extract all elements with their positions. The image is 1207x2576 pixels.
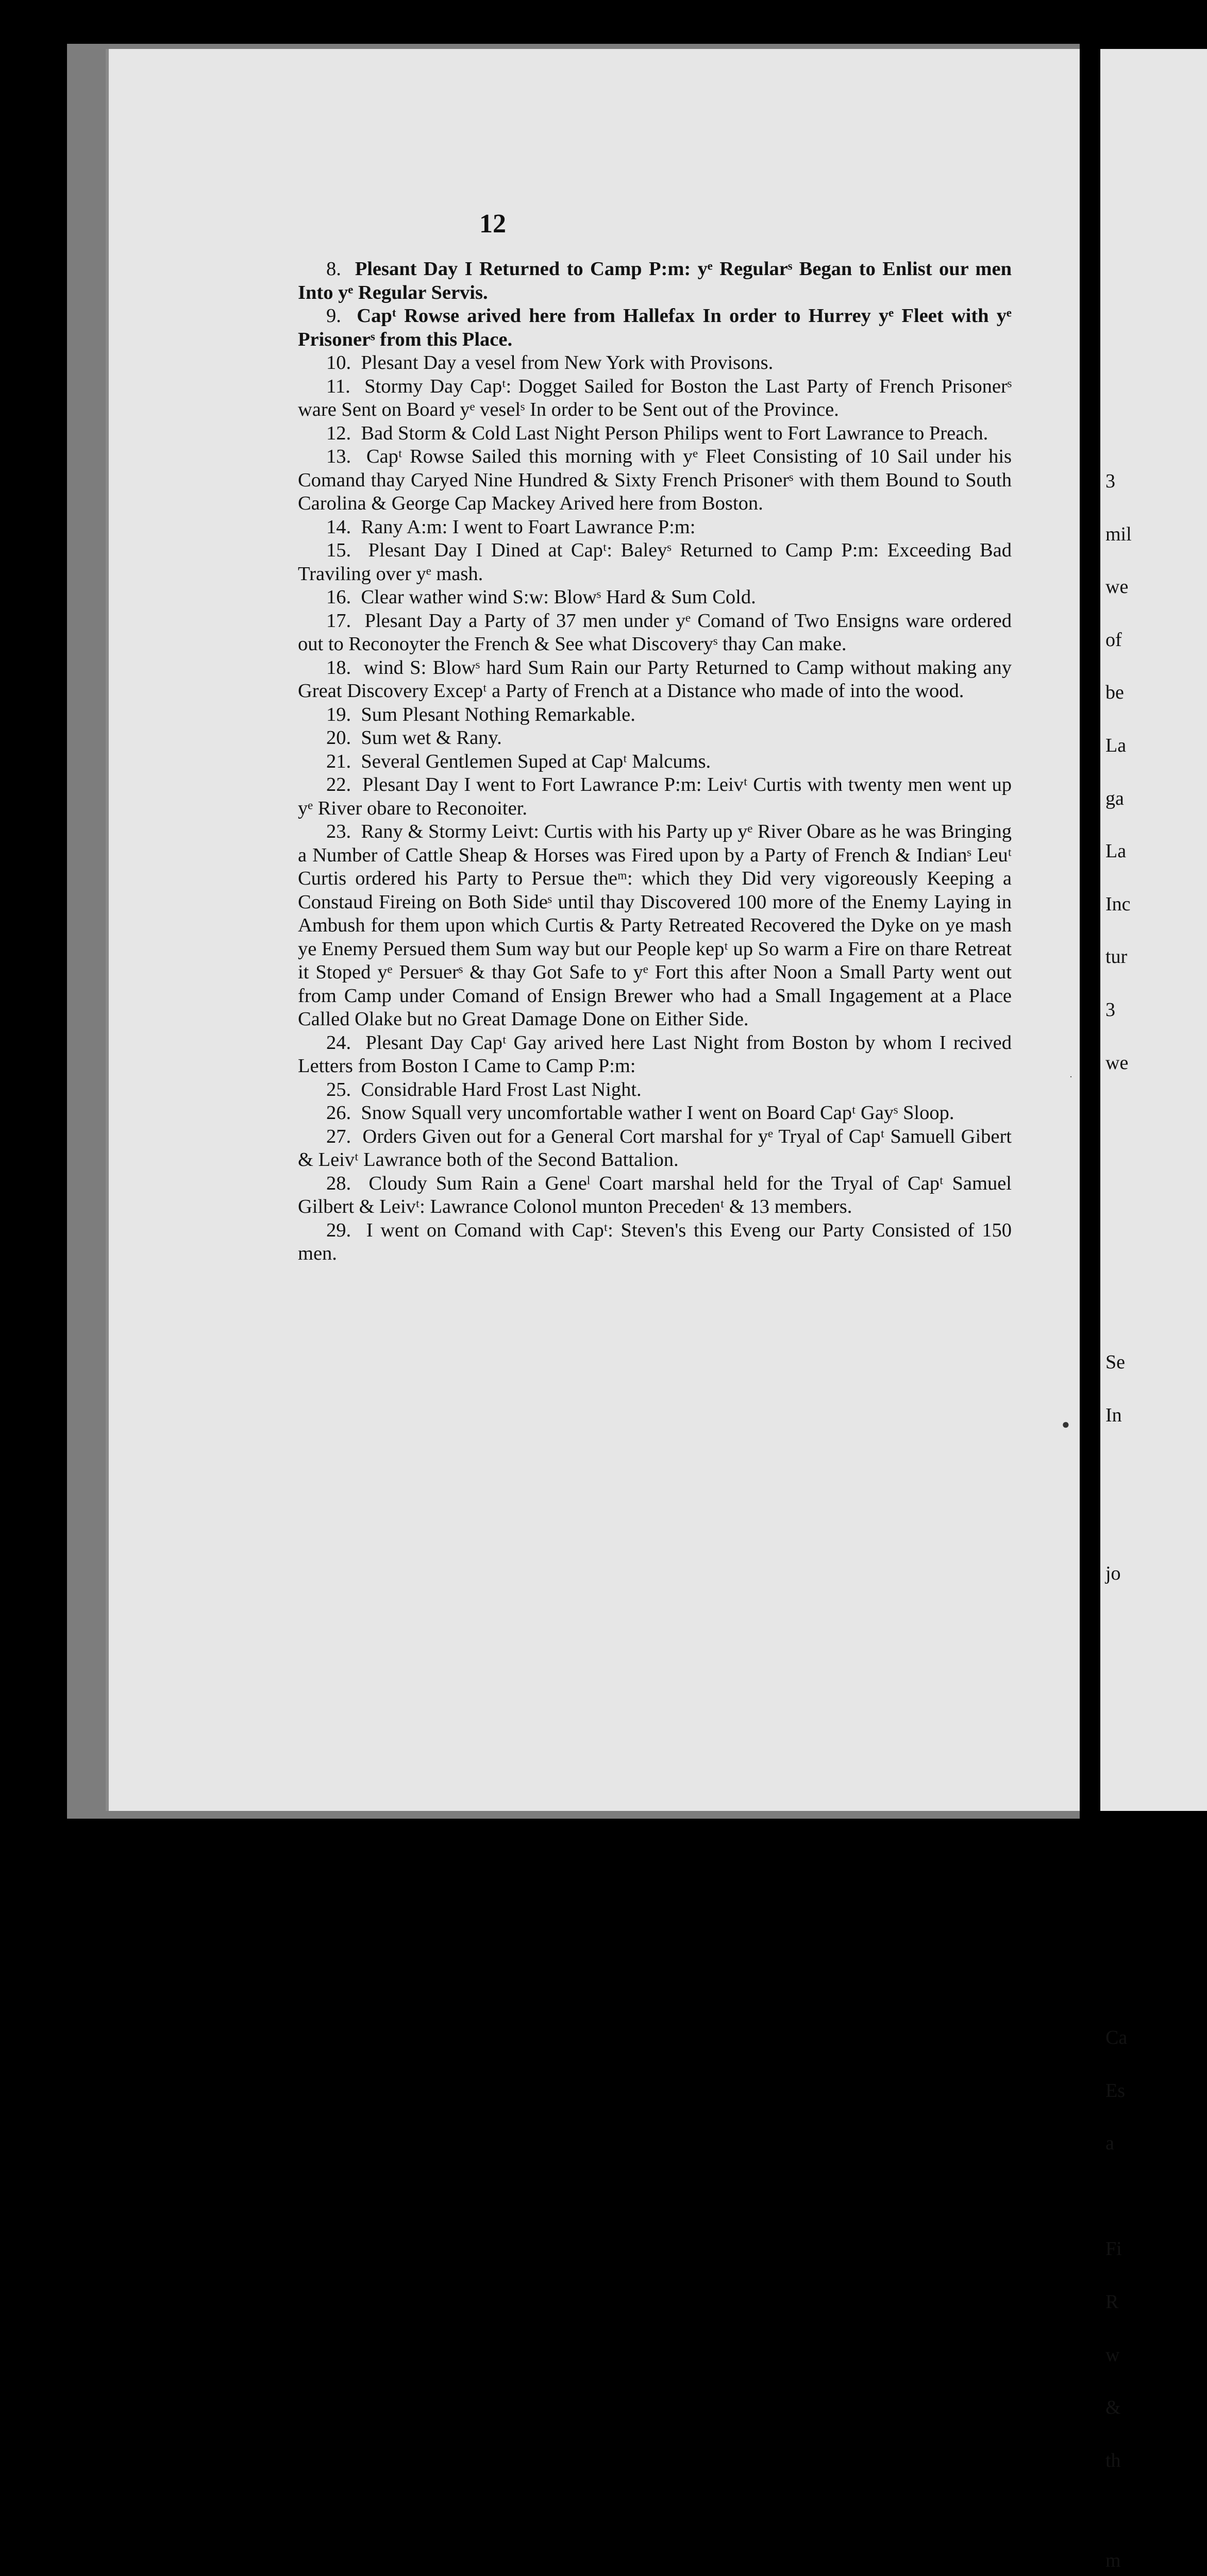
entry-text: Several Gentlemen Suped at Capᵗ Malcums. [361,750,711,772]
adjacent-page-text-fragment: Fi [1105,2238,1122,2260]
entry-day-number: 28. [326,1172,369,1194]
entry-day-number: 26. [326,1102,361,1124]
entry-day-number: 27. [326,1125,363,1147]
adjacent-page-text-fragment: 3 [1105,470,1115,492]
entry-text: Considrable Hard Frost Last Night. [361,1078,642,1100]
page-number: 12 [479,209,506,239]
journal-entry [298,351,1012,375]
entry-day-number: 29. [326,1219,366,1241]
journal-entry [298,258,1012,304]
adjacent-page-text-fragment: we [1105,576,1129,598]
adjacent-page-text-fragment: tur [1105,946,1128,968]
entry-text: Plesant Day a Party of 37 men under yᵉ Comand of Two Ensigns ware ordered out to Reconoyter the French & See what Discoveryˢ thay Can make. [298,609,1012,655]
entry-text: Cloudy Sum Rain a Geneˡ Coart marshal held for the Tryal of Capᵗ Samuel Gilbert & Leivᵗ: Lawrance Colonol munton Precedenᵗ & 13 members. [298,1172,1012,1217]
journal-entry [298,445,1012,516]
adjacent-page-text-fragment: La [1105,840,1127,862]
adjacent-page-text-fragment: we [1105,1052,1129,1074]
journal-entry [298,656,1012,703]
entry-text: Rany & Stormy Leivt: Curtis with his Party up yᵉ River Obare as he was Bringing a Number of Cattle Sheap & Horses was Fired upon by a Party of French & Indianˢ Leuᵗ Curtis ordered his Party to Persue theᵐ: which they Did very vigoreously Keeping a Constaud Fireing on Both Sideˢ until thay Discovered 100 more of the Enemy Laying in Ambush for them upon which Curtis & Party Retreated Recovered the Dyke on ye mash ye Enemy Persued them Sum way but our People kepᵗ up So warm a Fire on thare Retreat it Stoped yᵉ Persuerˢ & thay Got Safe to yᵉ Fort this after Noon a Small Party went out from Camp under Comand of Ensign Brewer who had a Small Ingagement at a Place Called Olake but no Great Damage Done on Either Side. [298,821,1012,1030]
adjacent-page-text-fragment: ga [1105,787,1124,809]
journal-entry [298,539,1012,586]
entry-text: Plesant Day a vesel from New York with Provisons. [361,352,774,374]
entry-day-number: 18. [326,656,364,679]
adjacent-page-text-fragment: R [1105,2291,1119,2313]
journal-entry [298,609,1012,656]
adjacent-page-text-fragment: 3 [1105,999,1115,1021]
entry-text: Capᵗ Rowse Sailed this morning with yᵉ Fleet Consisting of 10 Sail under his Comand thay Caryed Nine Hundred & Sixty French Prisonerˢ with them Bound to South Carolina & George Cap Mackey Arived here from Boston. [298,446,1012,514]
entry-day-number: 8. [326,258,355,280]
entry-text: Orders Given out for a General Cort marshal for yᵉ Tryal of Capᵗ Samuell Gibert & Leivᵗ Lawrance both of the Second Battalion. [298,1125,1012,1171]
journal-entry [298,750,1012,774]
adjacent-page-text-fragment: Inc [1105,893,1131,915]
entry-text: Bad Storm & Cold Last Night Person Philips went to Fort Lawrance to Preach. [361,422,988,444]
journal-entry [298,304,1012,351]
journal-entry [298,773,1012,820]
entry-day-number: 23. [326,821,361,842]
journal-entry [298,726,1012,750]
entry-day-number: 10. [326,352,361,374]
entry-day-number: 22. [326,774,363,795]
adjacent-page-text-fragment: & [1105,2397,1121,2419]
entry-text: Plesant Day I Dined at Capᵗ: Baleyˢ Returned to Camp P:m: Exceeding Bad Traviling over yᵉ mash. [298,539,1012,585]
scan-border-top [0,0,1207,41]
adjacent-page-text-fragment: be [1105,682,1124,704]
entry-day-number: 24. [326,1031,366,1054]
journal-entry [298,586,1012,609]
journal-entry [298,1172,1012,1219]
scan-speck: · [1069,1072,1072,1082]
adjacent-page-text-fragment: jo [1105,1563,1121,1585]
entry-day-number: 19. [326,703,361,725]
entry-text: Clear wather wind S:w: Blowˢ Hard & Sum Cold. [361,586,756,608]
journal-entry [298,1031,1012,1078]
adjacent-page-text-fragment: Es [1105,2079,1125,2102]
entry-day-number: 14. [326,516,361,538]
entry-text: Rany A:m: I went to Foart Lawrance P:m: [361,516,696,538]
adjacent-page-text-fragment: Ca [1105,2027,1128,2048]
adjacent-page-text-fragment: In [1105,1404,1122,1426]
entry-day-number: 16. [326,586,361,608]
journal-entry [298,820,1012,1031]
entry-text: Plesant Day I went to Fort Lawrance P:m: Leivᵗ Curtis with twenty men went up yᵉ River obare to Reconoiter. [298,774,1012,819]
journal-entry [298,1219,1012,1266]
entry-text: Plesant Day Capᵗ Gay arived here Last Night from Boston by whom I recived Letters from Boston I Came to Camp P:m: [298,1031,1012,1077]
adjacent-page-text-fragment: mil [1105,523,1132,545]
adjacent-page-text-fragment: w [1105,2344,1120,2366]
entry-text: Sum wet & Rany. [361,727,502,749]
journal-entry [298,375,1012,422]
entry-day-number: 9. [326,305,357,327]
entry-text: Stormy Day Capᵗ: Dogget Sailed for Boston the Last Party of French Prisonerˢ ware Sent on Board yᵉ veselˢ In order to be Sent out of the Province. [298,375,1012,420]
adjacent-page-text-fragment: m [1105,2549,1121,2571]
entry-text: Snow Squall very uncomfortable wather I went on Board Capᵗ Gayˢ Sloop. [361,1102,954,1124]
entry-day-number: 17. [326,609,365,632]
journal-entry [298,516,1012,539]
entry-text: I went on Comand with Capᵗ: Steven's this Eveng our Party Consisted of 150 men. [298,1219,1012,1264]
page-gutter [1080,0,1100,1842]
entry-text: wind S: Blowˢ hard Sum Rain our Party Returned to Camp without making any Great Discovery Excepᵗ a Party of French at a Distance who made of into the wood. [298,656,1012,702]
entry-day-number: 15. [326,539,368,561]
journal-entry [298,703,1012,727]
journal-entry [298,1101,1012,1125]
adjacent-page-text-fragment: Se [1105,1351,1125,1373]
entry-day-number: 11. [326,375,365,397]
adjacent-page-text-fragment: La [1105,735,1127,756]
journal-entry [298,1078,1012,1102]
entry-text: Capᵗ Rowse arived here from Hallefax In order to Hurrey yᵉ Fleet with yᵉ Prisonerˢ from this Place. [298,305,1012,350]
scan-speck: ● [1062,1417,1070,1432]
entry-day-number: 21. [326,750,361,772]
entry-day-number: 12. [326,422,361,444]
journal-entry [298,1125,1012,1172]
adjacent-page-text-fragment: of [1105,629,1122,651]
entry-text: Sum Plesant Nothing Remarkable. [361,703,635,725]
entry-day-number: 25. [326,1078,361,1100]
adjacent-page-text-fragment: a [1105,2132,1114,2155]
entry-day-number: 13. [326,446,366,467]
journal-entries [298,258,1012,1266]
entry-text: Plesant Day I Returned to Camp P:m: yᵉ Regularˢ Began to Enlist our men Into yᵉ Regular Servis. [298,258,1012,303]
entry-day-number: 20. [326,727,361,749]
journal-entry [298,422,1012,446]
adjacent-page-text-fragment: th [1105,2449,1121,2471]
adjacent-page-edge [1100,49,1207,2571]
